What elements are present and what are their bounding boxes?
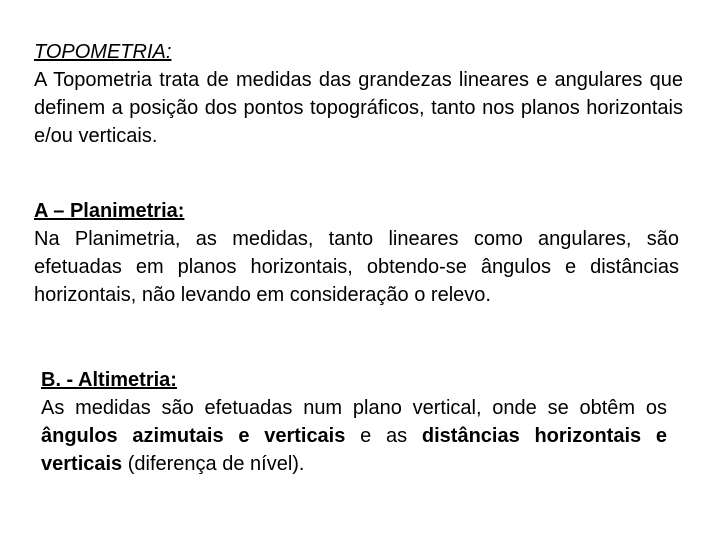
- topometria-heading: TOPOMETRIA:: [34, 41, 172, 63]
- altimetria-section: [41, 366, 667, 478]
- planimetria-section: [34, 197, 679, 309]
- altimetria-text: [41, 394, 667, 478]
- altimetria-text-part2: e as: [345, 425, 422, 447]
- altimetria-bold-angulos: ângulos azimutais e verticais: [41, 425, 346, 447]
- topometria-section: [34, 38, 683, 150]
- planimetria-heading: A – Planimetria:: [34, 200, 185, 222]
- topometria-text: A Topometria trata de medidas das grandezas lineares e angulares que definem a posição dos pontos topográficos, tanto nos planos horizontais e/ou verticais.: [34, 69, 683, 147]
- altimetria-text-part3: (diferença de nível).: [122, 453, 305, 475]
- altimetria-heading: B. - Altimetria:: [41, 369, 177, 391]
- altimetria-text-part1: As medidas são efetuadas num plano vertical, onde se obtêm os: [41, 397, 667, 419]
- altimetria-bold-distancias: distâncias horizontais e verticais: [41, 425, 668, 475]
- planimetria-text: Na Planimetria, as medidas, tanto lineares como angulares, são efetuadas em planos horizontais, obtendo-se ângulos e distâncias horizontais, não levando em consideração o relevo.: [34, 228, 679, 306]
